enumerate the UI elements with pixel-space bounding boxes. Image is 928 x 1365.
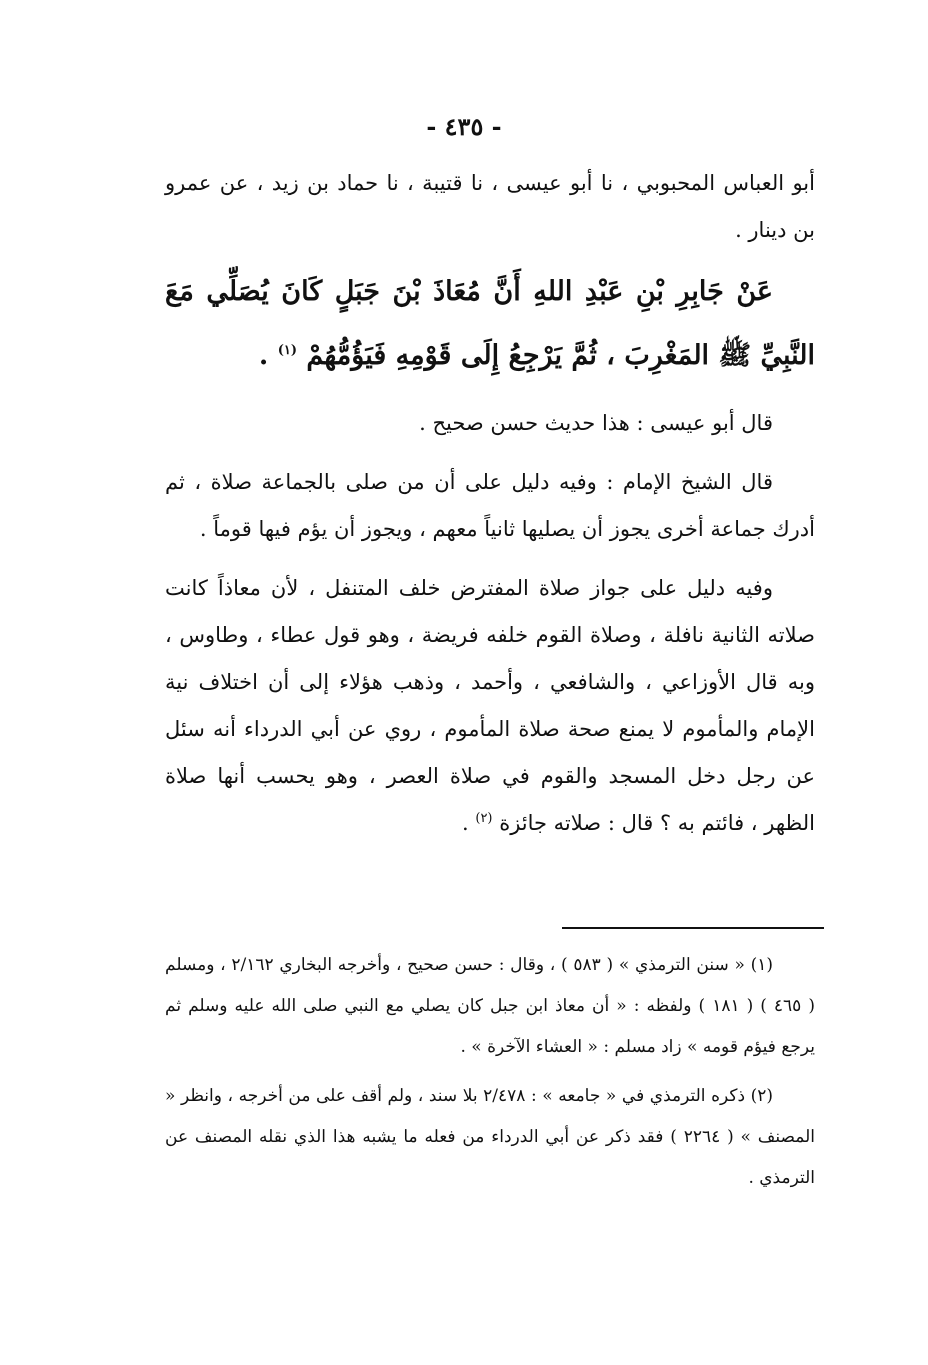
grading-paragraph: قال أبو عيسى : هذا حديث حسن صحيح . [419,411,773,435]
commentary-paragraph-1: قال الشيخ الإمام : وفيه دليل على أن من صلى بالجماعة صلاة ، ثم أدرك جماعة أخرى يجوز أن يصليها ثانياً معهم ، ويجوز أن يؤم فيها قوماً . [165,470,815,541]
commentary-paragraph-2 [165,565,815,847]
isnad-paragraph: أبو العباس المحبوبي ، نا أبو عيسى ، نا قتيبة ، نا حماد بن زيد ، عن عمرو بن دينار . [165,171,815,242]
main-text [165,160,815,847]
commentary-paragraph-2-body: وفيه دليل على جواز صلاة المفترض خلف المتنفل ، لأن معاذاً كانت صلاته الثانية نافلة ، وصلاة القوم خلفه فريضة ، وهو قول عطاء ، وطاوس ، وبه قال الأوزاعي ، والشافعي ، وأحمد ، وذهب هؤلاء إلى أن اختلاف نية الإمام والمأموم لا يمنع صحة صلاة المأموم ، روي عن أبي الدرداء أنه سئل عن رجل دخل المسجد والقوم في صلاة العصر ، وهو يحسب أنها صلاة الظهر ، فائتم به ؟ قال : صلاته جائزة [165,576,815,835]
footnote-ref-1: (١) [277,343,297,358]
hadith-end: . [258,340,269,371]
footnote-separator [562,927,824,929]
footnote-2: (٢) ذكره الترمذي في « جامعه » : ٢/٤٧٨ بلا سند ، ولم أقف على من أخرجه ، وانظر « المصنف » ( ٢٢٦٤ ) فقد ذكر عن أبي الدرداء من فعله ما يشبه هذا الذي نقله المصنف عن الترمذي . [165,1086,815,1188]
page-number: - ٤٣٥ - [426,112,502,141]
commentary-paragraph-2-end: . [461,811,469,835]
footnote-1: (١) « سنن الترمذي » ( ٥٨٣ ) ، وقال : حسن صحيح ، وأخرجه البخاري ٢/١٦٢ ، ومسلم ( ٤٦٥ ) ( ١٨١ ) ولفظه : « أن معاذ ابن جبل كان يصلي مع النبي صلى الله عليه وسلم ثم يرجع فيؤم قومه » زاد مسلم : « العشاء الآخرة » . [165,955,815,1057]
hadith-text [165,260,815,388]
footnote-ref-2: (٢) [475,811,493,826]
footnotes [165,945,815,1199]
hadith-body: عَنْ جَابِرِ بْنِ عَبْدِ اللهِ أَنَّ مُعَاذَ بْنَ جَبَلٍ كَانَ يُصَلِّي مَعَ النَّبِيِّ ﷺ المَغْرِبَ ، ثُمَّ يَرْجِعُ إِلَى قَوْمِهِ فَيَؤُمُّهُمْ [165,276,815,371]
